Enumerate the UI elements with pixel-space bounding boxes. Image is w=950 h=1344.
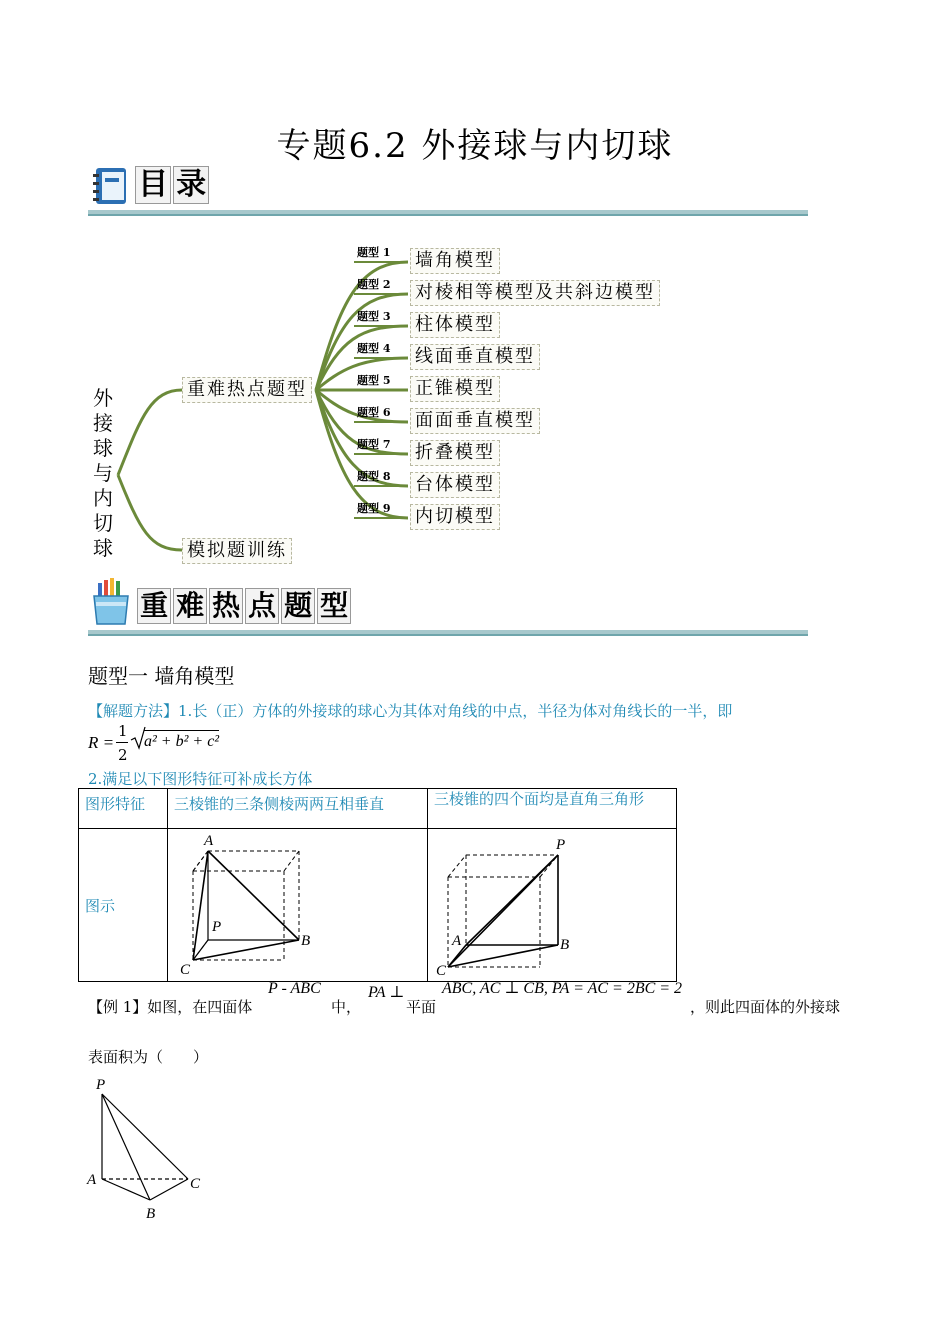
leaf-item[interactable]: 折叠模型 [410,440,500,466]
section-heading-char: 热 [209,588,243,624]
divider [88,630,808,636]
example-text: 平面 [406,998,437,1016]
example-math: ABC, AC ⊥ CB, PA = AC = 2BC = 2 [442,980,683,997]
table-cell: 三棱锥的三条侧棱两两互相垂直 [168,789,428,829]
table-cell: 三棱锥的四个面均是直角三角形 [428,789,677,829]
section-heading-char: 题 [281,588,315,624]
root-char: 切 [93,511,113,535]
branch-main[interactable]: 重难热点题型 [182,377,312,403]
root-char: 接 [93,411,113,435]
leaf-tag: 题型 4 [357,342,391,355]
toc-heading-char: 目 [135,166,171,204]
leaf-item[interactable]: 柱体模型 [410,312,500,338]
figure-label: C [436,963,447,977]
method-line [88,700,732,721]
figure-label: C [190,1176,201,1192]
figure-label: P [212,919,222,935]
leaf-tag: 题型 6 [357,406,391,419]
formula-radicand: a² + b² + c² [144,730,219,751]
leaf-item[interactable]: 内切模型 [410,504,500,530]
root-char: 内 [93,486,113,510]
figure-label: P [96,1077,106,1093]
toc-heading-char: 录 [173,166,209,204]
method-tag: 【解题方法】 [88,702,179,720]
leaf-item[interactable]: 墙角模型 [410,248,500,274]
leaf-tag: 题型 3 [357,310,391,323]
leaf-tag: 题型 2 [357,278,391,291]
figure-label: A [452,933,462,949]
problem-heading: 题型一 墙角模型 [88,664,235,688]
figure-cell [428,829,677,982]
leaf-item[interactable]: 台体模型 [410,472,500,498]
figure-label: B [301,933,311,949]
figure-wall-corner [168,829,427,977]
mindmap-root [92,386,114,561]
leaf-tag: 题型 8 [357,470,391,483]
leaf-item[interactable]: 面面垂直模型 [410,408,540,434]
formula-numerator: 1 [118,722,128,740]
method-text: 1.长（正）方体的外接球的球心为其体对角线的中点，半径为体对角线长的一半，即 [178,702,733,720]
example-text: 中， [331,998,362,1016]
pencil-cup-icon [90,578,132,626]
section-heading-char: 难 [173,588,207,624]
section-heading-char: 型 [317,588,351,624]
example-question: 表面积为（ ） [88,1048,209,1066]
formula-lhs: R = [88,733,115,752]
section-heading-char: 点 [245,588,279,624]
root-char: 外 [93,386,113,410]
feature-table [78,788,677,982]
example-text: ，则此四面体的外接球 [690,998,841,1016]
leaf-item[interactable]: 对棱相等模型及共斜边模型 [410,280,660,306]
figure-label: A [204,833,214,849]
figure-label: B [146,1206,156,1222]
formula-denominator: 2 [118,746,128,764]
leaf-tag: 题型 7 [357,438,391,451]
leaf-item[interactable]: 线面垂直模型 [410,344,540,370]
root-char: 球 [93,436,113,460]
figure-tetrahedron [84,1072,214,1222]
figure-label: B [560,937,570,953]
example-math: PA ⊥ [368,984,405,1001]
example-math: P - ABC [268,980,321,997]
table-cell: 图示 [79,829,168,982]
root-char: 与 [93,461,113,485]
leaf-item[interactable]: 正锥模型 [410,376,500,402]
figure-label: A [87,1172,97,1188]
figure-right-triangles [428,829,676,977]
example-prefix: 【例 1】如图，在四面体 [88,998,253,1016]
page-title: 专题6.2 外接球与内切球 [276,126,674,166]
figure-label: P [556,837,566,853]
section-heading-char: 重 [137,588,171,624]
leaf-tag: 题型 1 [357,246,391,259]
figure-label: C [180,962,191,977]
table-cell: 图形特征 [79,789,168,829]
leaf-tag: 题型 5 [357,374,391,387]
leaf-tag: 题型 9 [357,502,391,515]
method-line2: 2.满足以下图形特征可补成长方体 [88,770,313,788]
figure-cell [168,829,428,982]
branch-practice[interactable]: 模拟题训练 [182,538,292,564]
root-char: 球 [93,536,113,560]
section-heading [90,578,353,626]
